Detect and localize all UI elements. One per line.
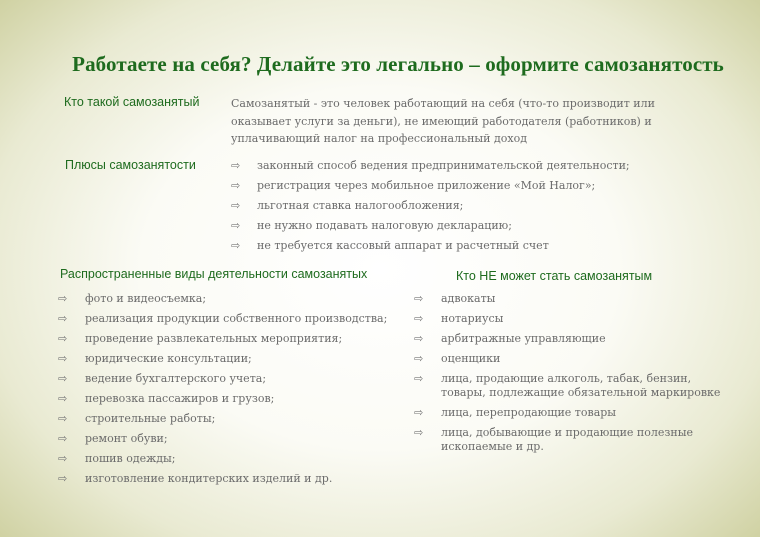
- arrow-right-outline-icon: ⇨: [58, 452, 68, 465]
- arrow-right-outline-icon: ⇨: [414, 406, 424, 419]
- list-item: ⇨ льготная ставка налогообложения;: [231, 199, 464, 212]
- list-item: ⇨ лица, добывающие и продающие полезные ископаемые и др.: [414, 426, 693, 453]
- arrow-right-outline-icon: ⇨: [414, 372, 424, 385]
- arrow-right-outline-icon: ⇨: [58, 312, 68, 325]
- list-item: ⇨ фото и видеосъемка;: [58, 292, 207, 305]
- list-item: ⇨ ремонт обуви;: [58, 432, 168, 445]
- arrow-right-outline-icon: ⇨: [58, 472, 68, 485]
- list-item: ⇨ изготовление кондитерских изделий и др.: [58, 472, 333, 485]
- arrow-right-outline-icon: ⇨: [414, 352, 424, 365]
- page-title: Работаете на себя? Делайте это легально – оформите самозанятость: [72, 52, 724, 76]
- list-item: ⇨ законный способ ведения предпринимательской деятельности;: [231, 159, 630, 172]
- pros-list: [231, 159, 671, 259]
- list-item: ⇨ строительные работы;: [58, 412, 216, 425]
- arrow-right-outline-icon: ⇨: [414, 312, 424, 325]
- arrow-right-outline-icon: ⇨: [231, 179, 241, 192]
- list-item: ⇨ не нужно подавать налоговую декларацию;: [231, 219, 512, 232]
- who-definition: Самозанятый - это человек работающий на себя (что-то производит или оказывает услуги за деньги), не имеющий работодателя (работников) и уплачивающий налог на профессиональный доход: [231, 97, 655, 145]
- arrow-right-outline-icon: ⇨: [231, 159, 241, 172]
- arrow-right-outline-icon: ⇨: [58, 412, 68, 425]
- list-item: ⇨ юридические консультации;: [58, 352, 252, 365]
- arrow-right-outline-icon: ⇨: [231, 199, 241, 212]
- arrow-right-outline-icon: ⇨: [58, 352, 68, 365]
- not-allowed-list: [414, 292, 730, 460]
- list-item: ⇨ регистрация через мобильное приложение «Мой Налог»;: [231, 179, 596, 192]
- list-item: ⇨ лица, перепродающие товары: [414, 406, 617, 419]
- arrow-right-outline-icon: ⇨: [231, 219, 241, 232]
- arrow-right-outline-icon: ⇨: [414, 426, 424, 439]
- list-item: ⇨ проведение развлекательных мероприятия;: [58, 332, 343, 345]
- pros-label: Плюсы самозанятости: [65, 158, 196, 172]
- arrow-right-outline-icon: ⇨: [58, 292, 68, 305]
- list-item: ⇨ арбитражные управляющие: [414, 332, 606, 345]
- arrow-right-outline-icon: ⇨: [414, 292, 424, 305]
- arrow-right-outline-icon: ⇨: [231, 239, 241, 252]
- list-item: ⇨ адвокаты: [414, 292, 496, 305]
- arrow-right-outline-icon: ⇨: [58, 332, 68, 345]
- types-list: [58, 292, 398, 492]
- who-label: Кто такой самозанятый: [64, 95, 200, 109]
- list-item: ⇨ пошив одежды;: [58, 452, 176, 465]
- list-item: ⇨ лица, продающие алкоголь, табак, бензин, товары, подлежащие обязательной маркировке: [414, 372, 721, 399]
- arrow-right-outline-icon: ⇨: [414, 332, 424, 345]
- list-item: ⇨ не требуется кассовый аппарат и расчетный счет: [231, 239, 549, 252]
- list-item: ⇨ оценщики: [414, 352, 501, 365]
- list-item: ⇨ реализация продукции собственного производства;: [58, 312, 388, 325]
- list-item: ⇨ перевозка пассажиров и грузов;: [58, 392, 275, 405]
- not-allowed-label: Кто НЕ может стать самозанятым: [456, 269, 653, 283]
- arrow-right-outline-icon: ⇨: [58, 372, 68, 385]
- list-item: ⇨ ведение бухгалтерского учета;: [58, 372, 267, 385]
- arrow-right-outline-icon: ⇨: [58, 432, 68, 445]
- types-label: Распространенные виды деятельности самозанятых: [60, 267, 368, 281]
- list-item: ⇨ нотариусы: [414, 312, 504, 325]
- arrow-right-outline-icon: ⇨: [58, 392, 68, 405]
